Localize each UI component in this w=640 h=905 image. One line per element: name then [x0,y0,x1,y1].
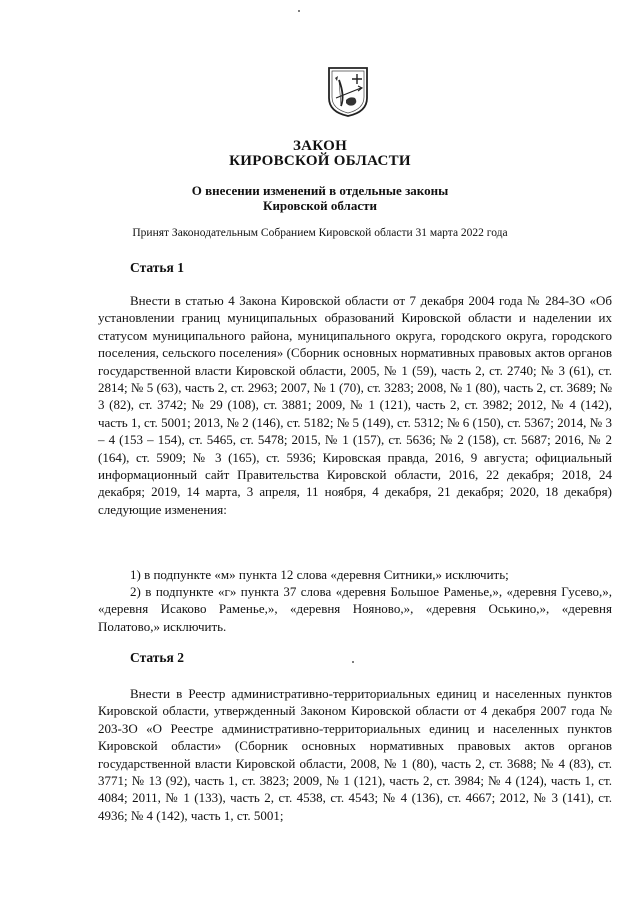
article-1-item-1: 1) в подпункте «м» пункта 12 слова «деревня Ситники,» исключить; [130,567,509,582]
article-2-paragraph: Внести в Реестр административно-территориальных единиц и населенных пунктов Кировской области, утвержденный Законом Кировской области от 4 декабря 2007 года № 203-ЗО «О Реестре административно-территориальных единиц и населенных пунктов Кировской области» (Сборник основных нормативных правовых актов органов государственной власти Кировской области, 2008, № 1 (80), часть 2, ст. 3688; № 4 (83), ст. 3771; № 13 (92), часть 1, ст. 3823; 2009, № 1 (121), часть 2, ст. 3984; № 4 (124), часть 1, ст. 4084; 2011, № 1 (133), часть 2, ст. 4538, ст. 4543; № 4 (136), ст. 4667; 2012, № 3 (141), ст. 4936; № 4 (142), часть 1, ст. 5001; [98,686,612,823]
law-title: ЗАКОН [292,138,348,154]
scan-speck [298,10,300,12]
region-title: КИРОВСКОЙ ОБЛАСТИ [229,153,411,169]
adoption-note: Принят Законодательным Собранием Кировской области 31 марта 2022 года [132,227,508,239]
article-1-item-2: 2) в подпункте «г» пункта 37 слова «деревня Большое Раменье,», «деревня Гусево,», «деревня Исаково Раменье,», «деревня Нояново,», «деревня Оськино,», «деревня Полатово,» исключить. [98,584,612,634]
subject-line-2: Кировской области [263,198,377,213]
scan-speck [352,661,354,663]
coat-of-arms-emblem [327,66,369,118]
article-1-paragraph: Внести в статью 4 Закона Кировской области от 7 декабря 2004 года № 284-ЗО «Об установлении границ муниципальных образований Кировской области и наделении их статусом муниципального района, муниципального округа, городского округа, городского поселения, сельского поселения» (Сборник основных нормативных правовых актов органов государственной власти Кировской области, 2005, № 1 (59), часть 2, ст. 2740; № 3 (61), ст. 2814; № 5 (63), часть 2, ст. 2963; 2007, № 1 (70), ст. 3283; 2008, № 1 (80), часть 2, ст. 3689; № 3 (82), ст. 3742; № 29 (108), ст. 3881; 2009, № 1 (121), часть 2, ст. 3982; 2012, № 4 (142), часть 1, ст. 5001; 2013, № 2 (146), ст. 5182; № 5 (149), ст. 5312; № 6 (150), ст. 5367; 2014, № 3 – 4 (153 – 154), ст. 5465, ст. 5478; 2015, № 1 (157), ст. 5636; № 2 (158), ст. 5687; 2016, № 2 (164), ст. 5909; № 3 (165), ст. 5936; Кировская правда, 2016, 9 августа; официальный информационный сайт Правительства Кировской области, 2016, 22 декабря; 2018, 24 декабря; 2019, 14 марта, 3 апреля, 11 ноября, 4 декабря, 21 декабря; 2020, 18 декабря) следующие изменения: [98,293,612,517]
article-2-heading: Статья 2 [130,650,184,665]
article-1-heading: Статья 1 [130,260,184,275]
subject-line-1: О внесении изменений в отдельные законы [191,183,449,198]
